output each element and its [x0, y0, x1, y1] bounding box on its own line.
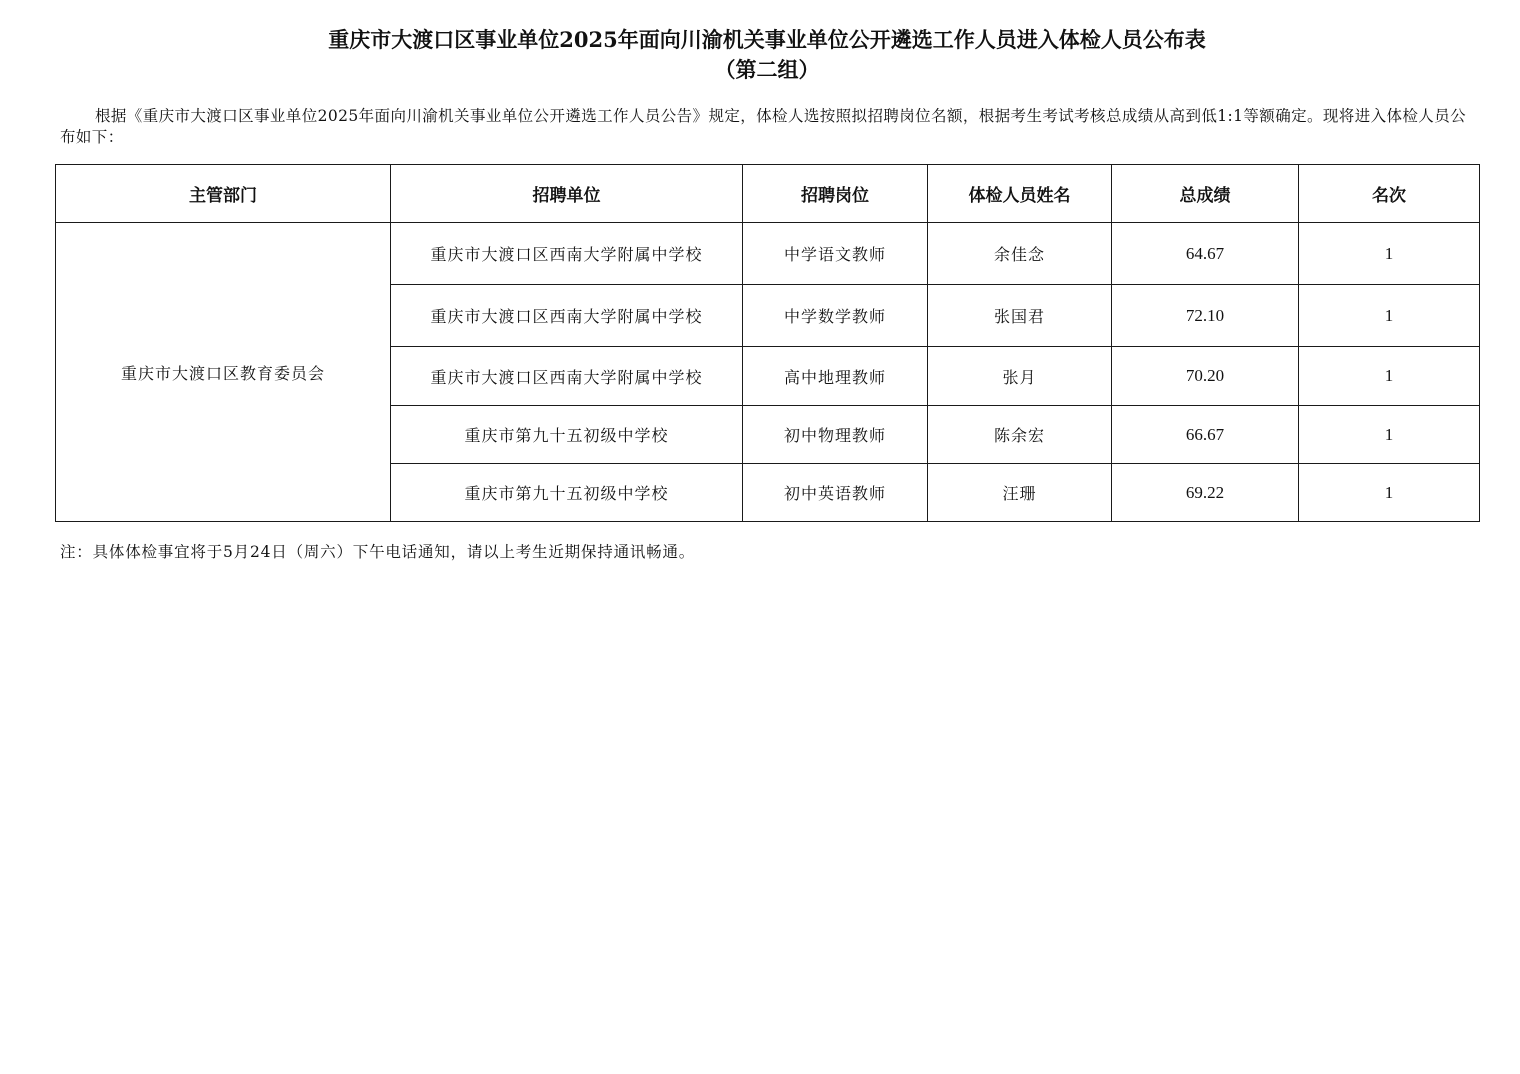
- document-subtitle: （第二组）: [714, 57, 820, 82]
- position-cell: 中学语文教师: [743, 223, 928, 285]
- table-row: [56, 223, 1480, 285]
- unit-cell: 重庆市大渡口区西南大学附属中学校: [391, 347, 743, 406]
- header-rank: 名次: [1299, 165, 1480, 223]
- header-position: 招聘岗位: [743, 165, 928, 223]
- rank-cell: 1: [1299, 347, 1480, 406]
- position-cell: 高中地理教师: [743, 347, 928, 406]
- document-title: 重庆市大渡口区事业单位2025年面向川渝机关事业单位公开遴选工作人员进入体检人员公布表: [328, 27, 1206, 52]
- position-cell: 初中英语教师: [743, 464, 928, 522]
- header-score: 总成绩: [1112, 165, 1299, 223]
- header-unit: 招聘单位: [391, 165, 743, 223]
- unit-cell: 重庆市大渡口区西南大学附属中学校: [391, 223, 743, 285]
- unit-cell: 重庆市第九十五初级中学校: [391, 464, 743, 522]
- score-cell: 72.10: [1112, 285, 1299, 347]
- header-name: 体检人员姓名: [928, 165, 1112, 223]
- score-cell: 64.67: [1112, 223, 1299, 285]
- name-cell: 陈余宏: [928, 406, 1112, 464]
- intro-paragraph: 根据《重庆市大渡口区事业单位2025年面向川渝机关事业单位公开遴选工作人员公告》规定，体检人选按照拟招聘岗位名额，根据考生考试考核总成绩从高到低1:1等额确定。现将进入体检人员公布如下：: [60, 107, 1466, 146]
- score-cell: 66.67: [1112, 406, 1299, 464]
- position-cell: 中学数学教师: [743, 285, 928, 347]
- unit-cell: 重庆市第九十五初级中学校: [391, 406, 743, 464]
- name-cell: 余佳念: [928, 223, 1112, 285]
- medical-exam-table: [55, 164, 1480, 522]
- position-cell: 初中物理教师: [743, 406, 928, 464]
- rank-cell: 1: [1299, 285, 1480, 347]
- name-cell: 汪珊: [928, 464, 1112, 522]
- rank-cell: 1: [1299, 464, 1480, 522]
- footnote: 注：具体体检事宜将于5月24日（周六）下午电话通知，请以上考生近期保持通讯畅通。: [60, 543, 696, 561]
- department-cell: 重庆市大渡口区教育委员会: [56, 223, 391, 522]
- unit-cell: 重庆市大渡口区西南大学附属中学校: [391, 285, 743, 347]
- name-cell: 张月: [928, 347, 1112, 406]
- name-cell: 张国君: [928, 285, 1112, 347]
- header-department: 主管部门: [56, 165, 391, 223]
- table-header-row: [56, 165, 1480, 223]
- score-cell: 70.20: [1112, 347, 1299, 406]
- rank-cell: 1: [1299, 223, 1480, 285]
- rank-cell: 1: [1299, 406, 1480, 464]
- score-cell: 69.22: [1112, 464, 1299, 522]
